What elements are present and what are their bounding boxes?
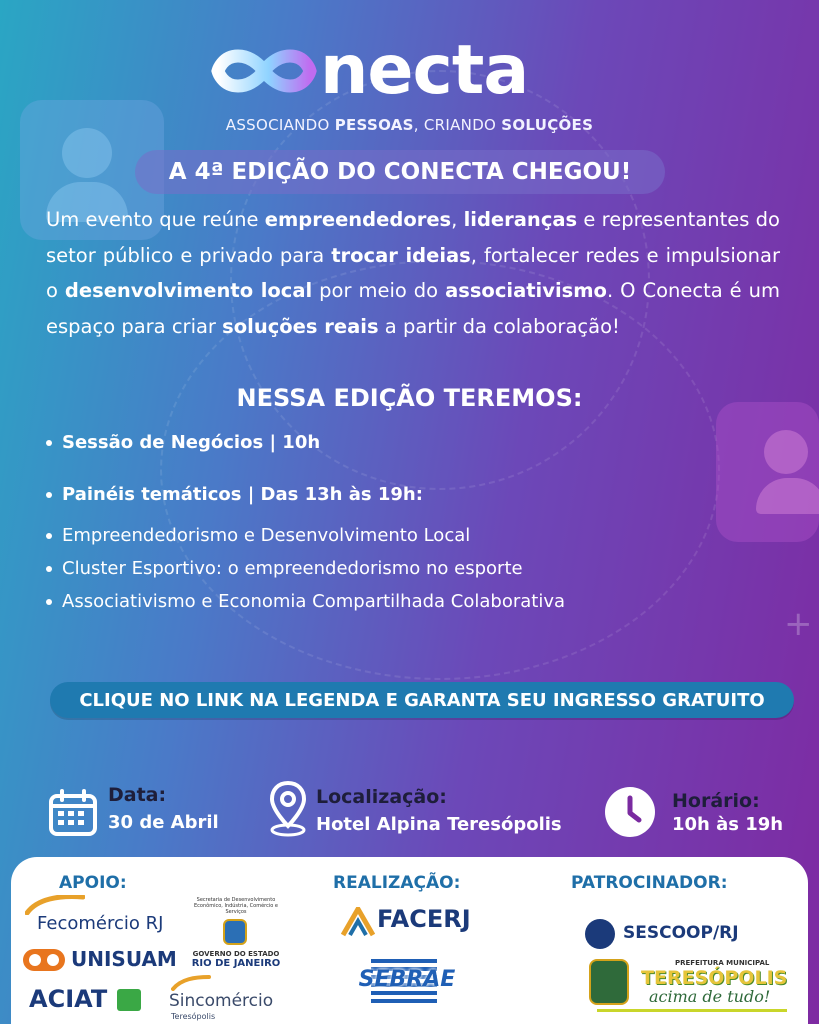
section-title: NESSA EDIÇÃO TEREMOS: (236, 384, 583, 412)
intro-bold: associativismo (445, 279, 607, 302)
facerj-logo-text: FACERJ (377, 905, 471, 933)
intro-text: , (451, 208, 464, 231)
list-item (46, 432, 320, 453)
intro-paragraph (46, 202, 780, 344)
bullet-icon (46, 492, 52, 498)
unisuam-logo-text: UNISUAM (71, 947, 177, 971)
sebrae-logo-text: SEBRAE (358, 967, 456, 992)
list-item-label: Associativismo e Economia Compartilhada Colaborativa (62, 591, 566, 612)
location-pin-icon (268, 780, 308, 838)
teresopolis-crest-icon (589, 959, 629, 1005)
intro-bold: lideranças (463, 208, 578, 231)
user-head-icon (764, 430, 808, 474)
bullet-icon (46, 599, 52, 605)
location-value: Hotel Alpina Teresópolis (316, 814, 562, 835)
sponsors-panel (11, 857, 808, 1024)
rj-state-text: RIO DE JANEIRO (191, 958, 281, 969)
headline: A 4ª EDIÇÃO DO CONECTA CHEGOU! (135, 150, 665, 194)
bullet-icon (46, 440, 52, 446)
fecomercio-logo-text: Fecomércio RJ (37, 913, 164, 934)
aciat-logo (29, 985, 159, 1021)
list-item (46, 525, 470, 546)
sescoop-logo-text: SESCOOP/RJ (623, 923, 739, 943)
date-label: Data: (108, 784, 167, 806)
list-item-label: Painéis temáticos | Das 13h às 19h: (62, 484, 423, 505)
bullet-icon (46, 533, 52, 539)
sponsor-heading: PATROCINADOR: (571, 873, 728, 893)
time-label: Horário: (672, 790, 760, 812)
list-item (46, 591, 565, 612)
tagline (0, 116, 819, 134)
tagline-text: ASSOCIANDO (225, 116, 335, 134)
rj-secretariat-text: Secretaria de Desenvolvimento Econômico, Indústria, Comércio e Serviços (194, 897, 278, 915)
teresopolis-underline (597, 1009, 787, 1012)
rj-government-text: GOVERNO DO ESTADO (192, 950, 280, 958)
sincomercio-logo (169, 975, 289, 1024)
user-body-icon (756, 478, 819, 514)
intro-text: e representantes do setor público e privado para (46, 208, 780, 267)
list-item-label: Empreendedorismo e Desenvolvimento Local (62, 525, 471, 546)
list-item (46, 558, 523, 579)
intro-bold: empreendedores (264, 208, 452, 231)
fecomercio-swoosh-icon (25, 895, 85, 915)
aciat-logo-text: ACIAT (29, 985, 108, 1013)
fecomercio-logo (21, 895, 191, 939)
sincomercio-swoosh-icon (171, 975, 211, 991)
teresopolis-logo (585, 957, 795, 1013)
support-heading: APOIO: (59, 873, 127, 893)
rj-coat-of-arms-icon (223, 919, 247, 945)
intro-text: . O Conecta é um espaço para criar (46, 279, 780, 338)
intro-text: por meio do (312, 279, 446, 302)
unisuam-logo (23, 947, 183, 977)
list-item (46, 484, 423, 505)
owl-eye-icon (29, 954, 41, 966)
realization-heading: REALIZAÇÃO: (333, 873, 461, 893)
intro-text: Um evento que reúne (46, 208, 265, 231)
background-user-card (716, 402, 819, 542)
infinity-icon (208, 36, 320, 106)
list-item-label: Cluster Esportivo: o empreendedorismo no esporte (62, 558, 523, 579)
conecta-logo (208, 31, 608, 110)
sincomercio-city-text: Teresópolis (171, 1012, 216, 1021)
sescoop-logo (585, 919, 785, 951)
facerj-mark-icon (341, 907, 375, 937)
intro-bold: soluções reais (222, 314, 379, 338)
cta-banner[interactable]: CLIQUE NO LINK NA LEGENDA E GARANTA SEU INGRESSO GRATUITO (50, 682, 794, 718)
plus-icon: + (784, 604, 813, 644)
tagline-bold: PESSOAS (334, 116, 414, 134)
intro-text: , fortalecer redes e impulsionar o (46, 243, 781, 302)
calendar-icon (48, 788, 98, 838)
teresopolis-slogan-text: acima de tudo! (649, 987, 771, 1006)
tagline-bold: SOLUÇÕES (501, 116, 594, 134)
user-head-icon (62, 128, 112, 178)
time-value: 10h às 19h (672, 814, 784, 835)
aciat-flag-icon (117, 989, 141, 1011)
clock-icon (604, 786, 656, 838)
sescoop-circle-icon (585, 919, 615, 949)
facerj-logo (341, 905, 471, 941)
intro-text: a partir da colaboração! (378, 314, 620, 338)
intro-bold: desenvolvimento local (64, 279, 313, 302)
intro-bold: trocar ideias (331, 243, 471, 267)
bullet-icon (46, 566, 52, 572)
sebrae-logo (357, 955, 457, 1005)
rj-government-logo (191, 897, 281, 973)
location-label: Localização: (316, 786, 447, 808)
date-value: 30 de Abril (108, 812, 219, 833)
list-item-label: Sessão de Negócios | 10h (62, 432, 321, 453)
owl-eye-icon (47, 954, 59, 966)
sincomercio-logo-text: Sincomércio (169, 991, 274, 1011)
teresopolis-city-hall-text: PREFEITURA MUNICIPAL (675, 959, 770, 967)
teresopolis-logo-text: TERESÓPOLIS (641, 967, 788, 989)
tagline-text: , CRIANDO (413, 116, 502, 134)
logo-wordmark: necta (320, 31, 529, 110)
